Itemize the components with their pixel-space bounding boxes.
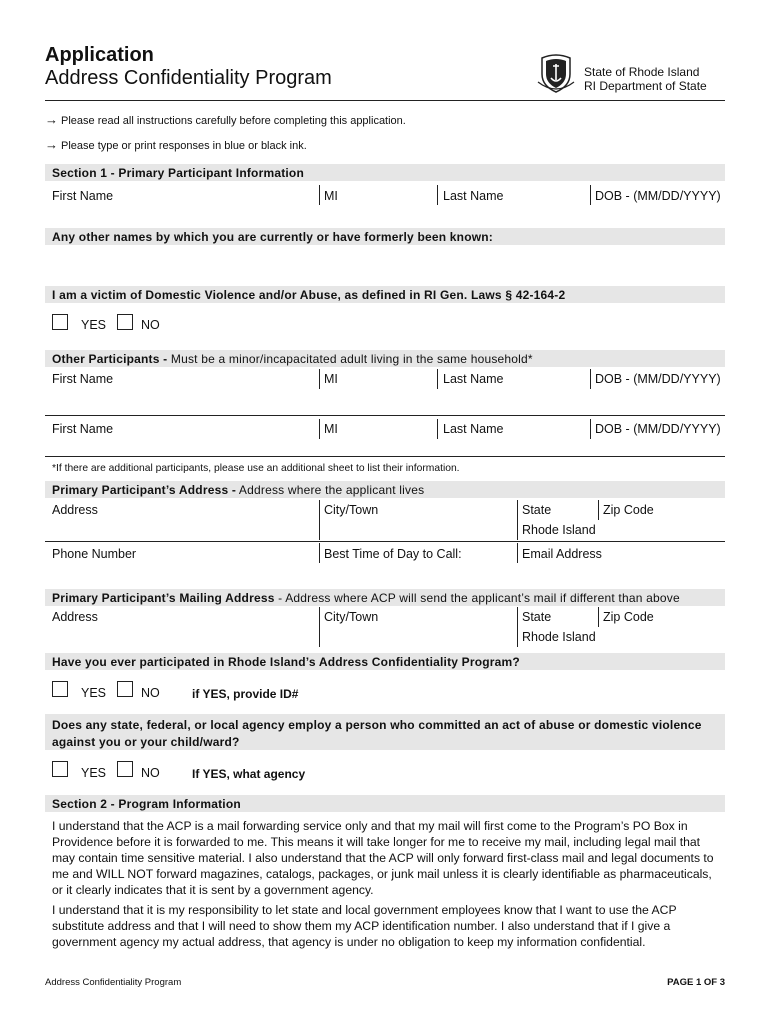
state-name: State of Rhode Island	[584, 65, 700, 79]
page-subtitle: Address Confidentiality Program	[45, 67, 332, 89]
section2-heading: Section 2 - Program Information	[52, 797, 241, 811]
right-arrow-icon: →	[45, 137, 58, 152]
agency-followup-label: If YES, what agency	[192, 767, 306, 781]
row-divider	[45, 415, 725, 416]
header-divider	[45, 100, 725, 101]
field-divider	[517, 607, 518, 647]
participated-yes-label: YES	[81, 686, 107, 700]
participated-no-label: NO	[141, 686, 160, 700]
mailing-zip-label: Zip Code	[603, 610, 654, 624]
victim-yes-checkbox[interactable]	[52, 314, 68, 330]
participated-heading: Have you ever participated in Rhode Island’s Address Confidentiality Program?	[52, 655, 520, 669]
victim-yes-label: YES	[81, 318, 107, 332]
mailing-address-label: Address	[52, 610, 98, 624]
mailing-state-label: State	[522, 610, 552, 624]
email-label: Email Address	[522, 547, 602, 561]
city-label: City/Town	[324, 503, 379, 517]
participant2-input[interactable]	[52, 440, 720, 454]
other-names-heading: Any other names by which you are currently or have formerly been known:	[52, 230, 493, 244]
field-divider	[598, 500, 599, 520]
mailing-city-label: City/Town	[324, 610, 379, 624]
department-name: RI Department of State	[584, 79, 707, 93]
instruction-1-text: Please read all instructions carefully before completing this application.	[61, 115, 406, 127]
other-participants-heading	[52, 352, 533, 366]
mailing-address-input[interactable]	[52, 625, 512, 645]
state-value: Rhode Island	[522, 523, 596, 537]
page-number: PAGE 1 OF 3	[667, 977, 725, 988]
other-names-input[interactable]	[52, 248, 720, 278]
additional-participants-note: *If there are additional participants, please use an additional sheet to list their information.	[52, 463, 460, 474]
field-divider	[437, 369, 438, 389]
program-info-paragraph-1: I understand that the ACP is a mail forwarding service only and that my mail will first come to the Program’s PO Box in Providence before it is forwarded to me. This means it will take longer for me to receive my mail, including legal mail that may contain time sensitive material. I also understand that the ACP will only forward first-class mail and legal documents to me and WILL NOT forward magazines, catalogs, packages, or junk mail unless it is clearly identifiable as pharmaceuticals, or it clearly indicates that it is sent by a government agency.	[52, 819, 714, 897]
participant1-first-name-label: First Name	[52, 372, 114, 386]
field-divider	[590, 369, 591, 389]
instruction-1	[45, 112, 406, 127]
address-input[interactable]	[52, 518, 512, 538]
participated-followup-label: if YES, provide ID#	[192, 687, 299, 701]
phone-label: Phone Number	[52, 547, 137, 561]
first-name-label: First Name	[52, 189, 114, 203]
agency-heading-line2: against you or your child/ward?	[52, 735, 240, 749]
participant1-last-name-label: Last Name	[443, 372, 504, 386]
other-participants-heading-bold: Other Participants -	[52, 352, 168, 366]
mailing-heading-bold: Primary Participant’s Mailing Address	[52, 591, 275, 605]
footer-program-name: Address Confidentiality Program	[45, 977, 182, 988]
victim-no-label: NO	[141, 318, 160, 332]
field-divider	[598, 607, 599, 627]
state-label: State	[522, 503, 552, 517]
participant1-dob-label: DOB - (MM/DD/YYYY)	[595, 372, 721, 386]
field-divider	[590, 419, 591, 439]
field-divider	[319, 543, 320, 563]
field-divider	[590, 185, 591, 205]
participant2-first-name-label: First Name	[52, 422, 114, 436]
participated-yes-checkbox[interactable]	[52, 681, 68, 697]
participated-no-checkbox[interactable]	[117, 681, 133, 697]
address-heading-rest: Address where the applicant lives	[236, 483, 425, 497]
participant1-input[interactable]	[52, 390, 720, 410]
last-name-label: Last Name	[443, 189, 504, 203]
agency-name-input[interactable]	[320, 762, 720, 780]
field-divider	[319, 185, 320, 205]
state-seal-icon	[536, 52, 576, 94]
dob-label: DOB - (MM/DD/YYYY)	[595, 189, 721, 203]
field-divider	[437, 419, 438, 439]
field-divider	[517, 543, 518, 563]
agency-no-checkbox[interactable]	[117, 761, 133, 777]
agency-no-label: NO	[141, 766, 160, 780]
mailing-state-value: Rhode Island	[522, 630, 596, 644]
field-divider	[517, 500, 518, 540]
address-label: Address	[52, 503, 98, 517]
mailing-heading	[52, 591, 680, 605]
victim-no-checkbox[interactable]	[117, 314, 133, 330]
other-participants-heading-rest: Must be a minor/incapacitated adult living in the same household*	[167, 352, 533, 366]
row-divider	[45, 541, 725, 542]
section1-name-input[interactable]	[52, 205, 720, 219]
program-info-paragraph-2: I understand that it is my responsibility to let state and local government employees know that I want to use the ACP substitute address and that I will need to show them my ACP identification number. I also understand that if I give a government agency my actual address, that agency is under no obligation to keep my information confidential.	[52, 903, 677, 949]
row-divider	[45, 456, 725, 457]
section1-heading: Section 1 - Primary Participant Information	[52, 166, 304, 180]
agency-heading-line1: Does any state, federal, or local agency employ a person who committed an act of abuse or domestic violence	[52, 718, 702, 732]
contact-input[interactable]	[52, 563, 720, 581]
best-time-label: Best Time of Day to Call:	[324, 547, 462, 561]
field-divider	[437, 185, 438, 205]
right-arrow-icon: →	[45, 112, 58, 127]
victim-heading: I am a victim of Domestic Violence and/or Abuse, as defined in RI Gen. Laws § 42-164-2	[52, 288, 566, 302]
mailing-heading-rest: - Address where ACP will send the applicant’s mail if different than above	[274, 591, 680, 605]
participant2-mi-label: MI	[324, 422, 338, 436]
address-heading	[52, 483, 424, 497]
participant2-dob-label: DOB - (MM/DD/YYYY)	[595, 422, 721, 436]
instruction-2-text: Please type or print responses in blue or black ink.	[61, 140, 307, 152]
instruction-2	[45, 137, 307, 152]
participant1-mi-label: MI	[324, 372, 338, 386]
acp-id-input[interactable]	[312, 682, 712, 700]
page-title: Application	[45, 44, 154, 66]
field-divider	[319, 419, 320, 439]
field-divider	[319, 369, 320, 389]
zip-label: Zip Code	[603, 503, 654, 517]
mi-label: MI	[324, 189, 338, 203]
agency-yes-checkbox[interactable]	[52, 761, 68, 777]
agency-yes-label: YES	[81, 766, 107, 780]
address-heading-bold: Primary Participant’s Address -	[52, 483, 237, 497]
participant2-last-name-label: Last Name	[443, 422, 504, 436]
